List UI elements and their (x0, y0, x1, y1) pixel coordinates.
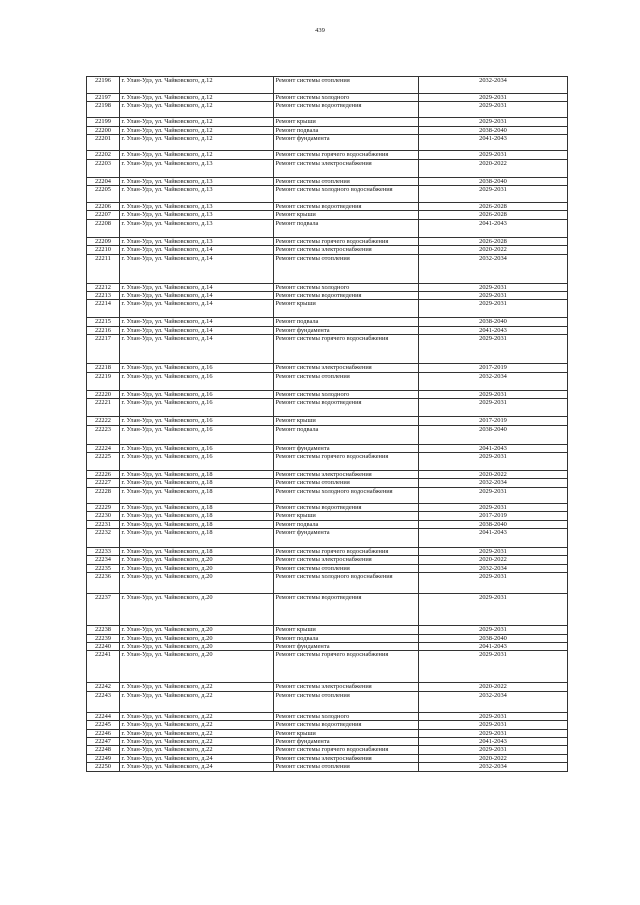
table-row (87, 186, 568, 203)
table-row (87, 94, 568, 102)
period-cell: 2032-2034 (419, 77, 568, 94)
address-cell: г. Улан-Удэ, ул. Чайковского, д.12 (120, 94, 274, 102)
period-cell: 2032-2034 (419, 479, 568, 487)
period-cell: 2041-2043 (419, 135, 568, 151)
row-number: 22201 (87, 135, 120, 151)
row-number: 22209 (87, 237, 120, 245)
table-row (87, 520, 568, 528)
table-row (87, 159, 568, 177)
period-cell: 2038-2040 (419, 318, 568, 326)
work-type-cell: Ремонт крыши (274, 729, 419, 737)
table-row (87, 326, 568, 334)
work-type-cell: Ремонт системы горячего водоснабжения (274, 151, 419, 159)
period-cell: 2020-2022 (419, 470, 568, 478)
address-cell: г. Улан-Удэ, ул. Чайковского, д.13 (120, 237, 274, 245)
work-type-cell: Ремонт фундамента (274, 738, 419, 746)
period-cell: 2017-2019 (419, 364, 568, 372)
period-cell: 2020-2022 (419, 683, 568, 691)
row-number: 22204 (87, 177, 120, 185)
table-row (87, 738, 568, 746)
address-cell: г. Улан-Удэ, ул. Чайковского, д.18 (120, 470, 274, 478)
row-number: 22224 (87, 444, 120, 452)
work-type-cell: Ремонт системы отопления (274, 372, 419, 390)
row-number: 22198 (87, 102, 120, 118)
row-number: 22248 (87, 746, 120, 754)
address-cell: г. Улан-Удэ, ул. Чайковского, д.14 (120, 335, 274, 364)
period-cell: 2029-2031 (419, 283, 568, 291)
address-cell: г. Улан-Удэ, ул. Чайковского, д.18 (120, 528, 274, 547)
table-row (87, 594, 568, 626)
row-number: 22242 (87, 683, 120, 691)
row-number: 22215 (87, 318, 120, 326)
table-row (87, 102, 568, 118)
period-cell: 2029-2031 (419, 102, 568, 118)
table-row (87, 634, 568, 642)
row-number: 22212 (87, 283, 120, 291)
work-type-cell: Ремонт системы электроснабжения (274, 159, 419, 177)
work-type-cell: Ремонт подвала (274, 126, 419, 134)
period-cell: 2029-2031 (419, 573, 568, 594)
table-row (87, 503, 568, 511)
work-type-cell: Ремонт системы электроснабжения (274, 683, 419, 691)
address-cell: г. Улан-Удэ, ул. Чайковского, д.16 (120, 425, 274, 444)
period-cell: 2032-2034 (419, 691, 568, 712)
period-cell: 2026-2028 (419, 237, 568, 245)
work-type-cell: Ремонт крыши (274, 211, 419, 219)
work-type-cell: Ремонт системы горячего водоснабжения (274, 452, 419, 470)
table-row (87, 318, 568, 326)
repair-schedule-table (86, 76, 568, 772)
address-cell: г. Улан-Удэ, ул. Чайковского, д.18 (120, 547, 274, 555)
period-cell: 2041-2043 (419, 326, 568, 334)
period-cell: 2029-2031 (419, 390, 568, 398)
row-number: 22230 (87, 512, 120, 520)
row-number: 22245 (87, 721, 120, 729)
address-cell: г. Улан-Удэ, ул. Чайковского, д.24 (120, 763, 274, 771)
row-number: 22197 (87, 94, 120, 102)
address-cell: г. Улан-Удэ, ул. Чайковского, д.12 (120, 126, 274, 134)
address-cell: г. Улан-Удэ, ул. Чайковского, д.20 (120, 642, 274, 650)
address-cell: г. Улан-Удэ, ул. Чайковского, д.16 (120, 417, 274, 425)
address-cell: г. Улан-Удэ, ул. Чайковского, д.20 (120, 564, 274, 572)
address-cell: г. Улан-Удэ, ул. Чайковского, д.16 (120, 399, 274, 417)
row-number: 22233 (87, 547, 120, 555)
work-type-cell: Ремонт системы холодного водоснабжения (274, 487, 419, 503)
address-cell: г. Улан-Удэ, ул. Чайковского, д.16 (120, 372, 274, 390)
address-cell: г. Улан-Удэ, ул. Чайковского, д.12 (120, 102, 274, 118)
work-type-cell: Ремонт системы электроснабжения (274, 364, 419, 372)
table-row (87, 135, 568, 151)
address-cell: г. Улан-Удэ, ул. Чайковского, д.14 (120, 292, 274, 300)
work-type-cell: Ремонт крыши (274, 626, 419, 634)
work-type-cell: Ремонт системы водоотведения (274, 203, 419, 211)
table-row (87, 763, 568, 771)
period-cell: 2032-2034 (419, 254, 568, 283)
address-cell: г. Улан-Удэ, ул. Чайковского, д.20 (120, 556, 274, 564)
row-number: 22234 (87, 556, 120, 564)
row-number: 22208 (87, 219, 120, 237)
address-cell: г. Улан-Удэ, ул. Чайковского, д.13 (120, 211, 274, 219)
table-row (87, 452, 568, 470)
period-cell: 2026-2028 (419, 203, 568, 211)
period-cell: 2029-2031 (419, 594, 568, 626)
work-type-cell: Ремонт системы горячего водоснабжения (274, 746, 419, 754)
table-row (87, 556, 568, 564)
address-cell: г. Улан-Удэ, ул. Чайковского, д.13 (120, 203, 274, 211)
row-number: 22214 (87, 300, 120, 318)
period-cell: 2029-2031 (419, 399, 568, 417)
address-cell: г. Улан-Удэ, ул. Чайковского, д.16 (120, 364, 274, 372)
work-type-cell: Ремонт системы электроснабжения (274, 470, 419, 478)
address-cell: г. Улан-Удэ, ул. Чайковского, д.18 (120, 487, 274, 503)
address-cell: г. Улан-Удэ, ул. Чайковского, д.14 (120, 246, 274, 254)
period-cell: 2038-2040 (419, 634, 568, 642)
work-type-cell: Ремонт системы отопления (274, 177, 419, 185)
work-type-cell: Ремонт крыши (274, 512, 419, 520)
period-cell: 2041-2043 (419, 738, 568, 746)
period-cell: 2029-2031 (419, 721, 568, 729)
table-row (87, 512, 568, 520)
work-type-cell: Ремонт системы водоотведения (274, 594, 419, 626)
table-row (87, 573, 568, 594)
work-type-cell: Ремонт системы горячего водоснабжения (274, 237, 419, 245)
row-number: 22203 (87, 159, 120, 177)
table-row (87, 528, 568, 547)
row-number: 22219 (87, 372, 120, 390)
work-type-cell: Ремонт системы холодного (274, 712, 419, 720)
row-number: 22236 (87, 573, 120, 594)
row-number: 22207 (87, 211, 120, 219)
row-number: 22206 (87, 203, 120, 211)
work-type-cell: Ремонт системы горячего водоснабжения (274, 651, 419, 683)
work-type-cell: Ремонт системы водоотведения (274, 503, 419, 511)
address-cell: г. Улан-Удэ, ул. Чайковского, д.20 (120, 651, 274, 683)
period-cell: 2017-2019 (419, 417, 568, 425)
table-row (87, 246, 568, 254)
table-row (87, 283, 568, 291)
row-number: 22232 (87, 528, 120, 547)
period-cell: 2029-2031 (419, 118, 568, 126)
work-type-cell: Ремонт системы отопления (274, 479, 419, 487)
period-cell: 2038-2040 (419, 126, 568, 134)
row-number: 22223 (87, 425, 120, 444)
work-type-cell: Ремонт подвала (274, 219, 419, 237)
table-row (87, 626, 568, 634)
table-row (87, 211, 568, 219)
row-number: 22249 (87, 754, 120, 762)
period-cell: 2020-2022 (419, 556, 568, 564)
work-type-cell: Ремонт системы горячего водоснабжения (274, 547, 419, 555)
row-number: 22217 (87, 335, 120, 364)
address-cell: г. Улан-Удэ, ул. Чайковского, д.22 (120, 729, 274, 737)
row-number: 22226 (87, 470, 120, 478)
table-row (87, 177, 568, 185)
period-cell: 2029-2031 (419, 487, 568, 503)
period-cell: 2020-2022 (419, 159, 568, 177)
address-cell: г. Улан-Удэ, ул. Чайковского, д.18 (120, 512, 274, 520)
address-cell: г. Улан-Удэ, ул. Чайковского, д.12 (120, 118, 274, 126)
period-cell: 2029-2031 (419, 335, 568, 364)
table-row (87, 754, 568, 762)
address-cell: г. Улан-Удэ, ул. Чайковского, д.22 (120, 691, 274, 712)
work-type-cell: Ремонт системы холодного водоснабжения (274, 186, 419, 203)
table-row (87, 399, 568, 417)
address-cell: г. Улан-Удэ, ул. Чайковского, д.13 (120, 159, 274, 177)
row-number: 22205 (87, 186, 120, 203)
row-number: 22199 (87, 118, 120, 126)
period-cell: 2029-2031 (419, 547, 568, 555)
table-row (87, 77, 568, 94)
period-cell: 2029-2031 (419, 94, 568, 102)
work-type-cell: Ремонт системы отопления (274, 564, 419, 572)
period-cell: 2041-2043 (419, 528, 568, 547)
address-cell: г. Улан-Удэ, ул. Чайковского, д.13 (120, 219, 274, 237)
period-cell: 2041-2043 (419, 444, 568, 452)
table-row (87, 683, 568, 691)
address-cell: г. Улан-Удэ, ул. Чайковского, д.20 (120, 634, 274, 642)
row-number: 22231 (87, 520, 120, 528)
address-cell: г. Улан-Удэ, ул. Чайковского, д.13 (120, 177, 274, 185)
table-row (87, 444, 568, 452)
table-row (87, 126, 568, 134)
address-cell: г. Улан-Удэ, ул. Чайковского, д.16 (120, 452, 274, 470)
row-number: 22196 (87, 77, 120, 94)
table-row (87, 487, 568, 503)
row-number: 22240 (87, 642, 120, 650)
row-number: 22218 (87, 364, 120, 372)
work-type-cell: Ремонт системы холодного (274, 283, 419, 291)
work-type-cell: Ремонт подвала (274, 425, 419, 444)
table-row (87, 335, 568, 364)
period-cell: 2032-2034 (419, 564, 568, 572)
period-cell: 2029-2031 (419, 651, 568, 683)
row-number: 22247 (87, 738, 120, 746)
row-number: 22220 (87, 390, 120, 398)
period-cell: 2032-2034 (419, 763, 568, 771)
address-cell: г. Улан-Удэ, ул. Чайковского, д.14 (120, 300, 274, 318)
address-cell: г. Улан-Удэ, ул. Чайковского, д.18 (120, 479, 274, 487)
page-number: 439 (315, 27, 325, 34)
row-number: 22227 (87, 479, 120, 487)
table-row (87, 721, 568, 729)
period-cell: 2020-2022 (419, 246, 568, 254)
period-cell: 2029-2031 (419, 729, 568, 737)
table-row (87, 292, 568, 300)
table-row (87, 564, 568, 572)
row-number: 22216 (87, 326, 120, 334)
work-type-cell: Ремонт фундамента (274, 642, 419, 650)
row-number: 22238 (87, 626, 120, 634)
period-cell: 2029-2031 (419, 626, 568, 634)
work-type-cell: Ремонт подвала (274, 520, 419, 528)
row-number: 22211 (87, 254, 120, 283)
period-cell: 2029-2031 (419, 186, 568, 203)
work-type-cell: Ремонт фундамента (274, 326, 419, 334)
period-cell: 2029-2031 (419, 746, 568, 754)
row-number: 22213 (87, 292, 120, 300)
period-cell: 2029-2031 (419, 712, 568, 720)
table-row (87, 691, 568, 712)
work-type-cell: Ремонт системы горячего водоснабжения (274, 335, 419, 364)
table-row (87, 425, 568, 444)
row-number: 22228 (87, 487, 120, 503)
period-cell: 2038-2040 (419, 520, 568, 528)
work-type-cell: Ремонт системы отопления (274, 691, 419, 712)
work-type-cell: Ремонт крыши (274, 417, 419, 425)
period-cell: 2041-2043 (419, 219, 568, 237)
work-type-cell: Ремонт системы холодного водоснабжения (274, 573, 419, 594)
table-row (87, 151, 568, 159)
table-row (87, 642, 568, 650)
address-cell: г. Улан-Удэ, ул. Чайковского, д.14 (120, 254, 274, 283)
period-cell: 2032-2034 (419, 372, 568, 390)
row-number: 22239 (87, 634, 120, 642)
work-type-cell: Ремонт системы водоотведения (274, 102, 419, 118)
address-cell: г. Улан-Удэ, ул. Чайковского, д.12 (120, 77, 274, 94)
work-type-cell: Ремонт системы холодного (274, 390, 419, 398)
row-number: 22241 (87, 651, 120, 683)
period-cell: 2029-2031 (419, 300, 568, 318)
period-cell: 2017-2019 (419, 512, 568, 520)
table-row (87, 203, 568, 211)
work-type-cell: Ремонт системы отопления (274, 763, 419, 771)
row-number: 22246 (87, 729, 120, 737)
table-row (87, 237, 568, 245)
address-cell: г. Улан-Удэ, ул. Чайковского, д.12 (120, 135, 274, 151)
work-type-cell: Ремонт системы отопления (274, 77, 419, 94)
address-cell: г. Улан-Удэ, ул. Чайковского, д.20 (120, 626, 274, 634)
period-cell: 2026-2028 (419, 211, 568, 219)
period-cell: 2029-2031 (419, 503, 568, 511)
table-row (87, 300, 568, 318)
row-number: 22243 (87, 691, 120, 712)
address-cell: г. Улан-Удэ, ул. Чайковского, д.22 (120, 712, 274, 720)
table-row (87, 417, 568, 425)
table-row (87, 746, 568, 754)
work-type-cell: Ремонт крыши (274, 300, 419, 318)
address-cell: г. Улан-Удэ, ул. Чайковского, д.24 (120, 754, 274, 762)
work-type-cell: Ремонт системы водоотведения (274, 292, 419, 300)
table-row (87, 479, 568, 487)
row-number: 22235 (87, 564, 120, 572)
work-type-cell: Ремонт системы отопления (274, 254, 419, 283)
address-cell: г. Улан-Удэ, ул. Чайковского, д.16 (120, 390, 274, 398)
period-cell: 2041-2043 (419, 642, 568, 650)
work-type-cell: Ремонт системы водоотведения (274, 721, 419, 729)
address-cell: г. Улан-Удэ, ул. Чайковского, д.18 (120, 520, 274, 528)
table-row (87, 118, 568, 126)
address-cell: г. Улан-Удэ, ул. Чайковского, д.22 (120, 746, 274, 754)
table-row (87, 470, 568, 478)
row-number: 22200 (87, 126, 120, 134)
work-type-cell: Ремонт системы водоотведения (274, 399, 419, 417)
period-cell: 2020-2022 (419, 754, 568, 762)
address-cell: г. Улан-Удэ, ул. Чайковского, д.14 (120, 318, 274, 326)
work-type-cell: Ремонт подвала (274, 634, 419, 642)
address-cell: г. Улан-Удэ, ул. Чайковского, д.20 (120, 594, 274, 626)
period-cell: 2029-2031 (419, 292, 568, 300)
address-cell: г. Улан-Удэ, ул. Чайковского, д.16 (120, 444, 274, 452)
address-cell: г. Улан-Удэ, ул. Чайковского, д.14 (120, 326, 274, 334)
table-row (87, 729, 568, 737)
table-row (87, 372, 568, 390)
address-cell: г. Улан-Удэ, ул. Чайковского, д.22 (120, 738, 274, 746)
work-type-cell: Ремонт подвала (274, 318, 419, 326)
table-row (87, 651, 568, 683)
work-type-cell: Ремонт фундамента (274, 444, 419, 452)
table-row (87, 254, 568, 283)
row-number: 22225 (87, 452, 120, 470)
row-number: 22210 (87, 246, 120, 254)
work-type-cell: Ремонт системы электроснабжения (274, 754, 419, 762)
row-number: 22222 (87, 417, 120, 425)
work-type-cell: Ремонт системы электроснабжения (274, 246, 419, 254)
table-body (87, 77, 568, 772)
row-number: 22244 (87, 712, 120, 720)
address-cell: г. Улан-Удэ, ул. Чайковского, д.18 (120, 503, 274, 511)
row-number: 22250 (87, 763, 120, 771)
address-cell: г. Улан-Удэ, ул. Чайковского, д.22 (120, 721, 274, 729)
address-cell: г. Улан-Удэ, ул. Чайковского, д.20 (120, 573, 274, 594)
work-type-cell: Ремонт системы электроснабжения (274, 556, 419, 564)
work-type-cell: Ремонт фундамента (274, 135, 419, 151)
work-type-cell: Ремонт фундамента (274, 528, 419, 547)
row-number: 22202 (87, 151, 120, 159)
row-number: 22221 (87, 399, 120, 417)
table-row (87, 364, 568, 372)
address-cell: г. Улан-Удэ, ул. Чайковского, д.12 (120, 151, 274, 159)
address-cell: г. Улан-Удэ, ул. Чайковского, д.13 (120, 186, 274, 203)
table-row (87, 219, 568, 237)
period-cell: 2029-2031 (419, 452, 568, 470)
table-row (87, 390, 568, 398)
row-number: 22237 (87, 594, 120, 626)
period-cell: 2038-2040 (419, 425, 568, 444)
period-cell: 2038-2040 (419, 177, 568, 185)
table-row (87, 547, 568, 555)
row-number: 22229 (87, 503, 120, 511)
work-type-cell: Ремонт крыши (274, 118, 419, 126)
period-cell: 2029-2031 (419, 151, 568, 159)
address-cell: г. Улан-Удэ, ул. Чайковского, д.14 (120, 283, 274, 291)
address-cell: г. Улан-Удэ, ул. Чайковского, д.22 (120, 683, 274, 691)
work-type-cell: Ремонт системы холодного (274, 94, 419, 102)
table-row (87, 712, 568, 720)
